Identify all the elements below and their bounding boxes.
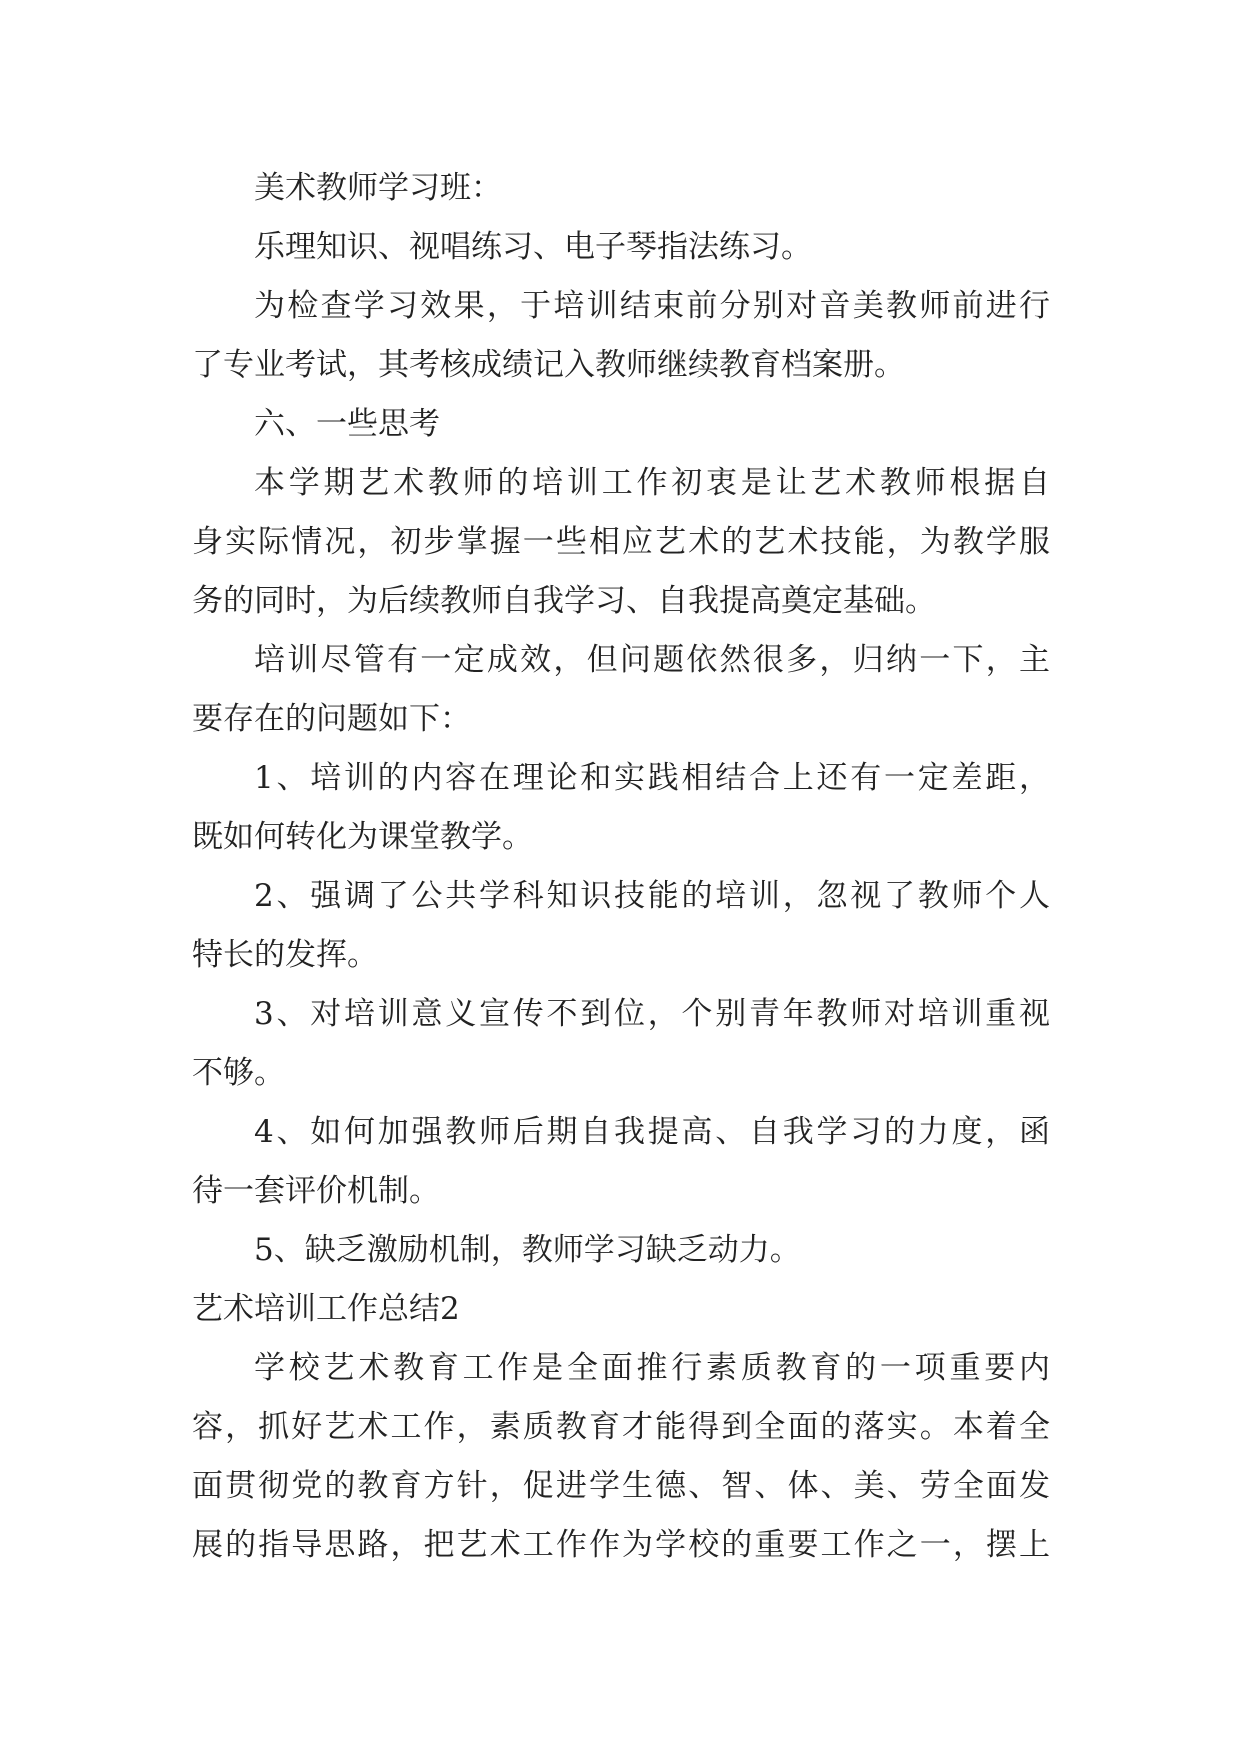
list-item: 3、对培训意义宣传不到位，个别青年教师对培训重视 bbox=[254, 996, 1050, 1032]
text-line: 既如何转化为课堂教学。 bbox=[192, 819, 533, 855]
text-line: 了专业考试，其考核成绩记入教师继续教育档案册。 bbox=[192, 347, 905, 383]
list-item: 1、培训的内容在理论和实践相结合上还有一定差距， bbox=[254, 760, 1050, 796]
text-line: 待一套评价机制。 bbox=[192, 1173, 440, 1209]
text-line: 不够。 bbox=[192, 1055, 285, 1091]
document-title: 艺术培训工作总结2 bbox=[192, 1291, 460, 1327]
text-line: 本学期艺术教师的培训工作初衷是让艺术教师根据自 bbox=[254, 465, 1050, 501]
list-item: 4、如何加强教师后期自我提高、自我学习的力度，函 bbox=[254, 1114, 1050, 1150]
text-line: 展的指导思路，把艺术工作作为学校的重要工作之一，摆上 bbox=[192, 1527, 1050, 1563]
text-line: 乐理知识、视唱练习、电子琴指法练习。 bbox=[254, 229, 812, 265]
section-heading: 六、一些思考 bbox=[254, 406, 440, 442]
text-line: 面贯彻党的教育方针，促进学生德、智、体、美、劳全面发 bbox=[192, 1468, 1050, 1504]
text-line: 培训尽管有一定成效，但问题依然很多，归纳一下，主 bbox=[254, 642, 1050, 678]
text-line: 为检查学习效果，于培训结束前分别对音美教师前进行 bbox=[254, 288, 1050, 324]
text-line: 身实际情况，初步掌握一些相应艺术的艺术技能，为教学服 bbox=[192, 524, 1050, 560]
list-item: 5、缺乏激励机制，教师学习缺乏动力。 bbox=[254, 1232, 801, 1268]
text-line: 特长的发挥。 bbox=[192, 937, 378, 973]
text-line: 务的同时，为后续教师自我学习、自我提高奠定基础。 bbox=[192, 583, 936, 619]
text-line: 美术教师学习班： bbox=[254, 170, 502, 206]
text-line: 学校艺术教育工作是全面推行素质教育的一项重要内 bbox=[254, 1350, 1050, 1386]
list-item: 2、强调了公共学科知识技能的培训，忽视了教师个人 bbox=[254, 878, 1050, 914]
text-line: 容，抓好艺术工作，素质教育才能得到全面的落实。本着全 bbox=[192, 1409, 1050, 1445]
text-line: 要存在的问题如下： bbox=[192, 701, 471, 737]
